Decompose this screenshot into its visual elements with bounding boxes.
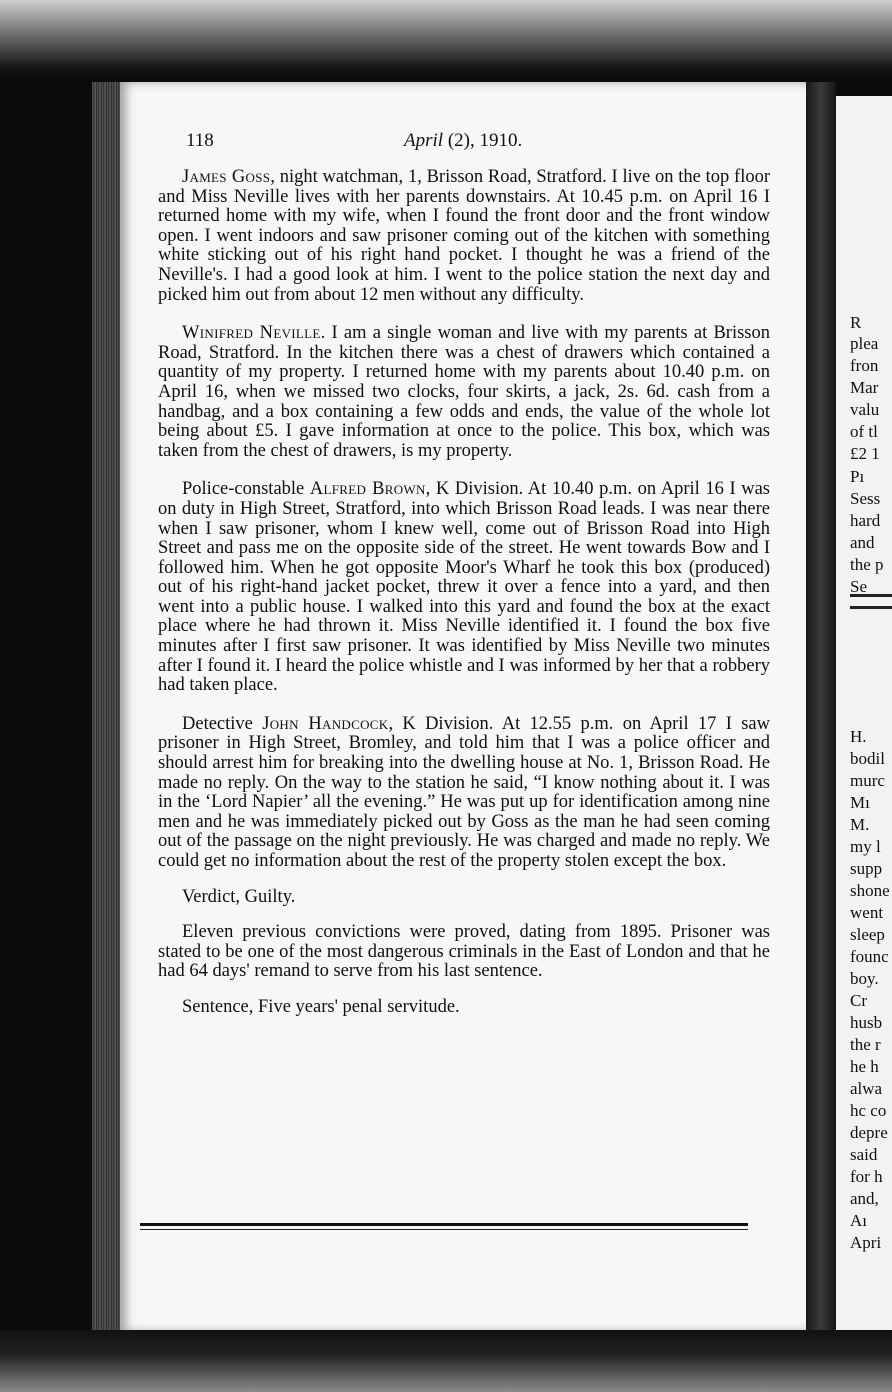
witness-name: John Handcock [262,713,389,734]
testimony-text: , night watchman, 1, Brisson Road, Stratford. I live on the top floor and Miss Neville lives with her parents downstairs. At 10.45 p.m. on April 16 I returned home with my wife, when I found the front door and the front window open. I went indoors and saw prisoner coming out of the kitchen with something white sticking out of his right hand pocket. I thought he was a friend of the Neville's. I had a good look at him. I went to the police station the next day and picked him out from about 12 men without any difficulty. [158,167,770,305]
facing-page-text: Apri [850,1233,882,1252]
paragraph-gap [158,982,770,998]
facing-page-text: supp [850,859,883,878]
facing-page-rule [850,606,892,609]
facing-page-text: sleep [850,925,885,944]
facing-page-text: £2 1 [850,444,880,463]
running-head-date: (2), 1910. [447,130,523,151]
facing-page-text: shone [850,881,890,900]
witness-name: Winifred Neville [182,323,321,344]
scan-top-border [0,0,892,80]
facing-page-text: boy. [850,969,879,988]
running-head-month: April [404,130,444,151]
scan-bottom-border [0,1330,892,1392]
facing-page-text: fron [850,356,879,375]
end-rule [140,1223,748,1226]
facing-page-text: bodil [850,749,885,768]
facing-page-text: alwa [850,1079,883,1098]
paragraph-gap [158,305,770,324]
facing-page-text: Mı [850,793,870,812]
facing-page-text: R [850,313,862,332]
sentence: Sentence, Five years' penal servitude. [182,996,460,1017]
facing-page-text: and [850,533,875,552]
paragraph-gap [158,461,770,480]
testimony-paragraph [158,324,770,461]
verdict: Verdict, Guilty. [182,886,296,907]
facing-page-text: Cr [850,991,867,1010]
facing-page-text: M. [850,815,870,834]
book-gutter [806,82,836,1332]
page-header [186,130,766,156]
facing-page-text: my l [850,837,881,856]
facing-page-text: hard [850,511,881,530]
witness-name: Alfred Brown [309,479,426,500]
facing-page-text: for h [850,1167,883,1186]
facing-page-text: H. [850,727,867,746]
paragraph-gap [158,907,770,923]
facing-page-text: Pı [850,467,865,486]
trial-transcript [158,168,770,1018]
facing-page-text: Mar [850,378,879,397]
testimony-paragraph [158,715,770,872]
testimony-paragraph [158,168,770,305]
facing-page-text: the r [850,1035,881,1054]
witness-rank: Detective [182,713,263,734]
paragraph-gap [158,696,770,715]
witness-rank: Police-constable [182,479,310,500]
facing-page-text: depre [850,1123,888,1142]
facing-page-text: husb [850,1013,883,1032]
facing-page-text: hc co [850,1101,887,1120]
paragraph-gap [158,872,770,888]
facing-page-text: plea [850,334,879,353]
testimony-text: , K Division. At 12.55 p.m. on April 17 I saw prisoner in High Street, Bromley, and told him that I was a police officer and should arrest him for breaking into the dwelling house at No. 1, Brisson Road. He made no reply. On the way to the station he said, “I know nothing about it. I was in the ‘Lord Napier’ all the evening.” He was put up for identification among nine men and he was immediately picked out by Goss as the man he had seen coming out of the passage on the night previously. He was charged and made no reply. We could get no information about the rest of the property stolen except the box. [158,713,770,871]
facing-page-text: murc [850,771,885,790]
end-rule-thin [140,1229,748,1230]
facing-page-text: he h [850,1057,879,1076]
testimony-text: , K Division. At 10.40 p.m. on April 16 I was on duty in High Street, Stratford, into which Brisson Road leads. I was near there when I saw prisoner, whom I knew well, come out of Brisson Road into High Street and pass me on the opposite side of the street. He went towards Bow and I followed him. When he got opposite Moor's Wharf he took this box (produced) out of his right-hand jacket pocket, threw it over a fence into a yard, and then went into a public house. I walked into this yard and found the box at the exact place where he had thrown it. Miss Neville identified it. I found the box five minutes after I first saw prisoner. It was identified by Miss Neville two minutes after I found it. I heard the police whistle and I was informed by her that a robbery had taken place. [158,479,771,696]
facing-page-text: the p [850,555,884,574]
book-page-edges [92,82,122,1332]
facing-page-text: of tl [850,422,878,441]
facing-page-text: said [850,1145,878,1164]
page-number: 118 [186,130,214,151]
facing-page-text: and, [850,1189,879,1208]
running-head [404,130,522,152]
facing-page-text: Aı [850,1211,867,1230]
witness-name: James Goss [182,167,271,187]
facing-page-fragment [836,96,892,1332]
facing-page-text: founc [850,947,889,966]
facing-page-text: Sess [850,489,881,508]
facing-page-text: went [850,903,884,922]
testimony-text: . I am a single woman and live with my parents at Brisson Road, Stratford. In the kitchen there was a chest of drawers which contained a quantity of my property. I returned home with my parents about 10.40 p.m. on April 16, when we missed two clocks, four skirts, a jack, 2s. 6d. cash from a handbag, and a box containing a few odds and ends, the value of the whole lot being about £5. I gave information at once to the police. This box, which was taken from the chest of drawers, is my property. [158,323,770,461]
facing-page-text: Se [850,577,867,596]
testimony-paragraph [158,480,770,696]
facing-page-text: valu [850,400,880,419]
previous-convictions: Eleven previous convictions were proved, dating from 1895. Prisoner was stated to be one of the most dangerous criminals in the East of London and that he had 64 days' remand to serve from his last sentence. [158,922,770,982]
